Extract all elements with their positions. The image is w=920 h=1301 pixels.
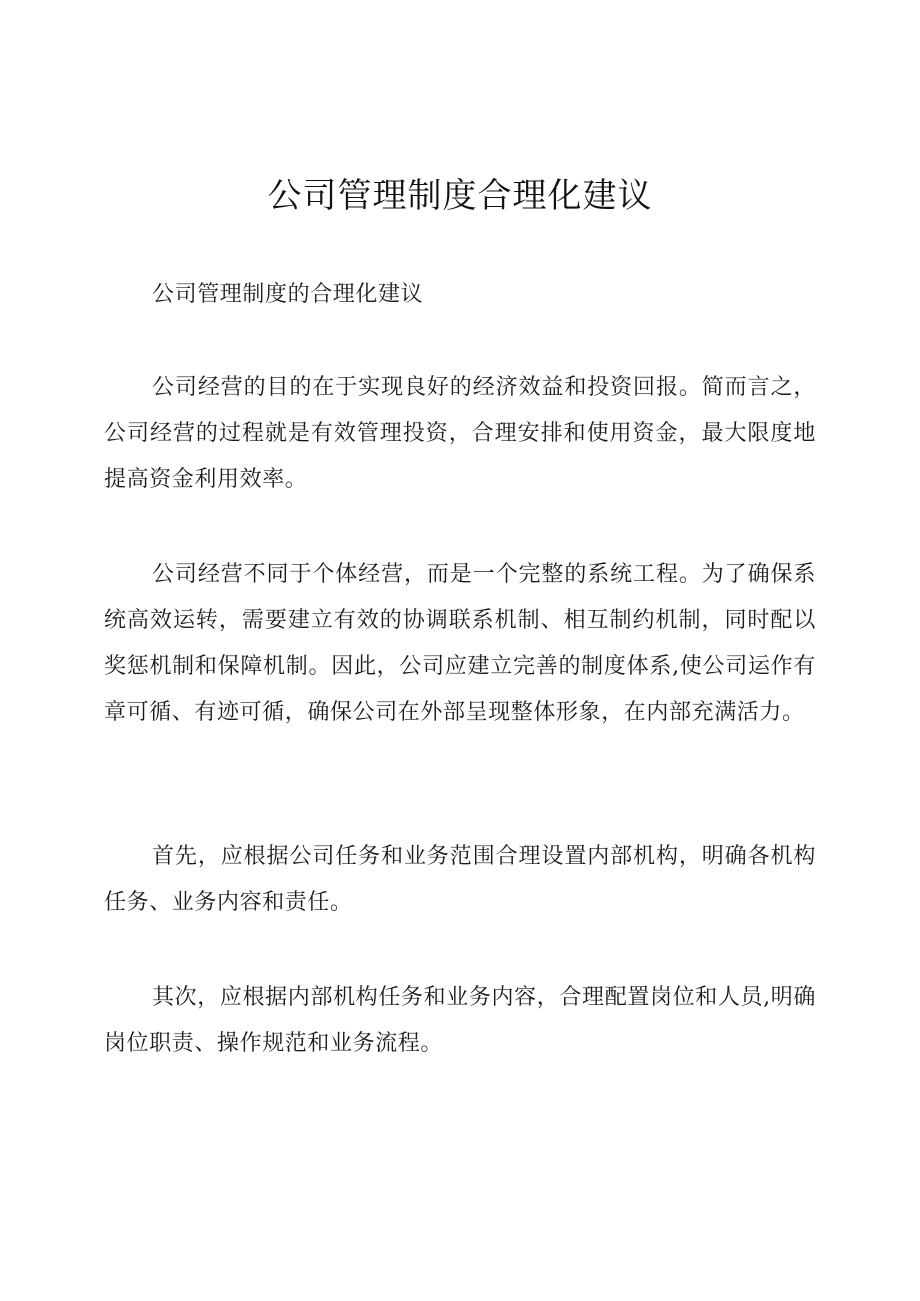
paragraph-purpose: 公司经营的目的在于实现良好的经济效益和投资回报。简而言之，公司经营的过程就是有效管理投资，合理安排和使用资金，最大限度地提高资金利用效率。 (104, 375, 816, 492)
document-title: 公司管理制度合理化建议 (267, 176, 653, 216)
paragraph-second: 其次，应根据内部机构任务和业务内容，合理配置岗位和人员,明确岗位职责、操作规范和业务流程。 (104, 985, 816, 1056)
paragraph-subtitle: 公司管理制度的合理化建议 (152, 282, 424, 307)
paragraph-system-engineering: 公司经营不同于个体经营，而是一个完整的系统工程。为了确保系统高效运转，需要建立有效的协调联系机制、相互制约机制，同时配以奖惩机制和保障机制。因此，公司应建立完善的制度体系,使公司运作有章可循、有迹可循，确保公司在外部呈现整体形象，在内部充满活力。 (104, 562, 816, 725)
paragraph-first: 首先，应根据公司任务和业务范围合理设置内部机构，明确各机构任务、业务内容和责任。 (104, 844, 816, 915)
